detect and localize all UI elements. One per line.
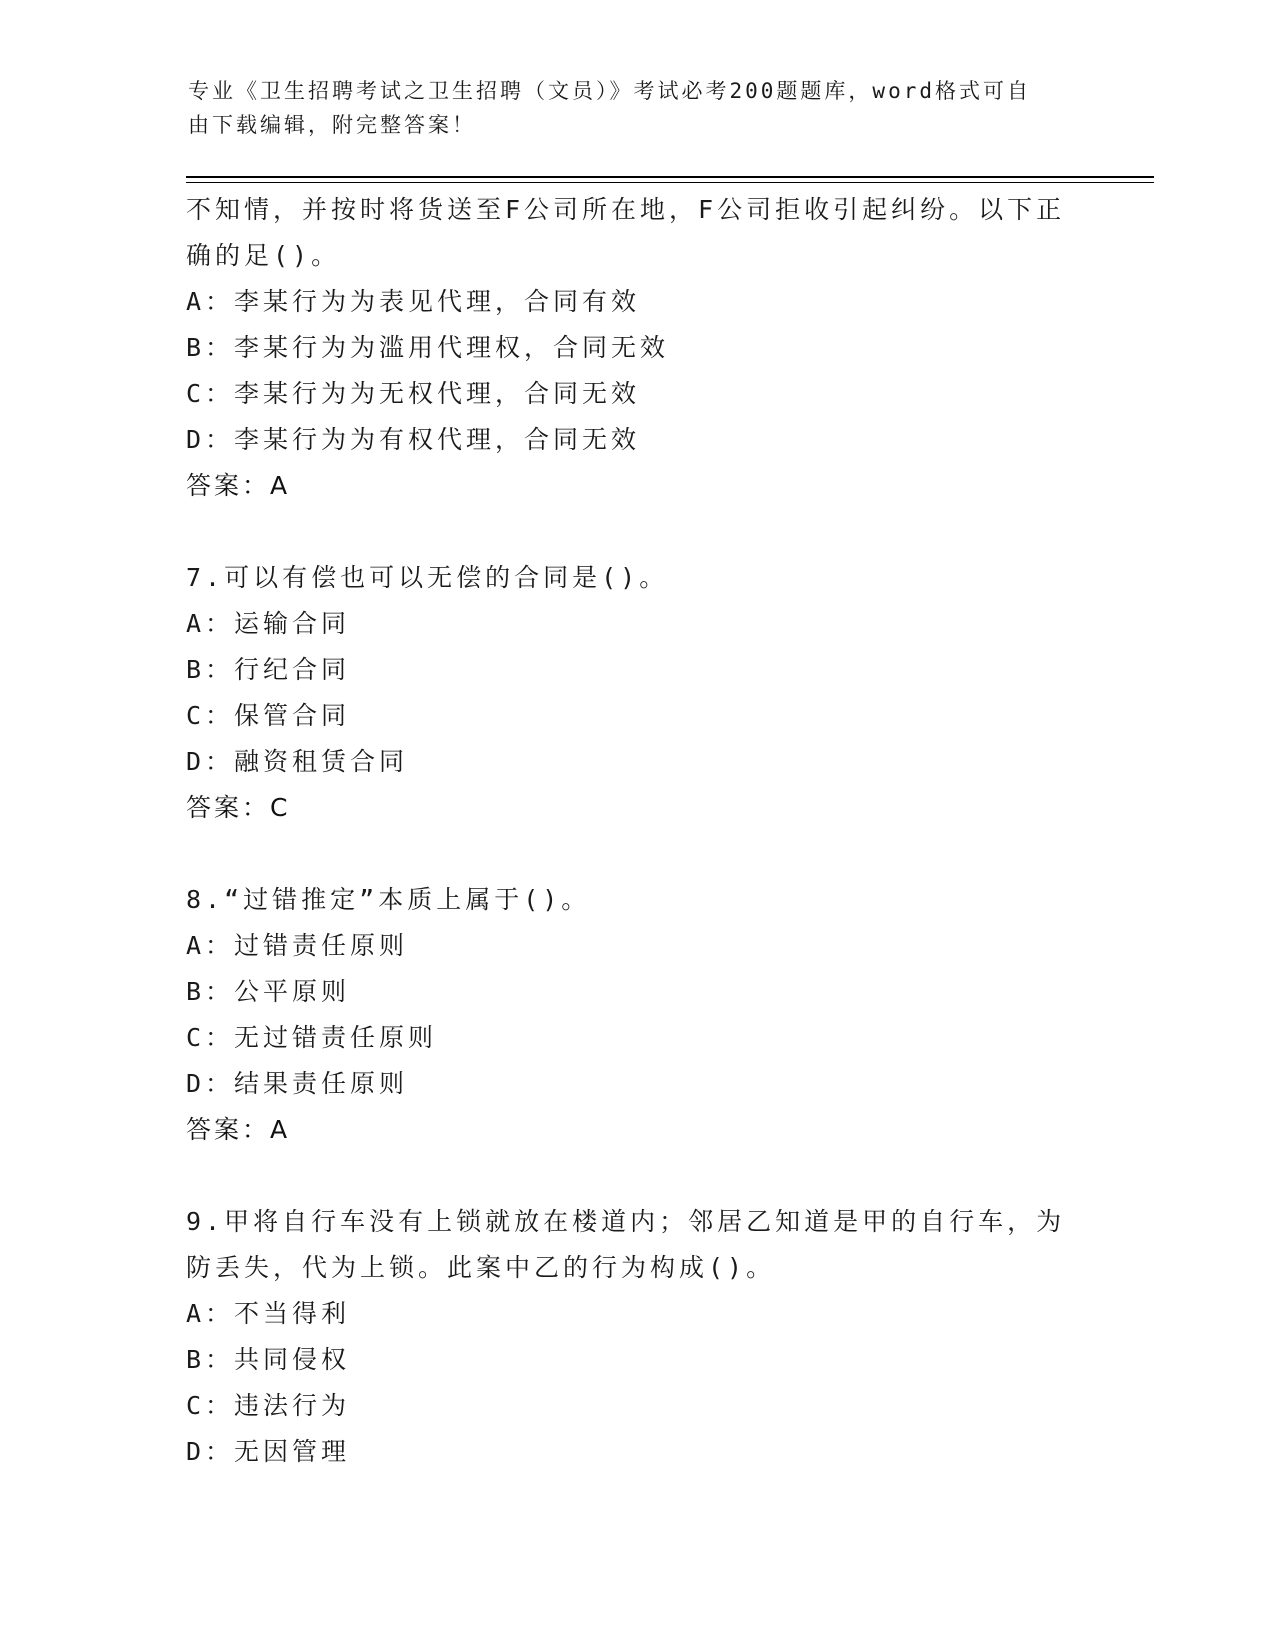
option-d: D：无因管理 — [186, 1437, 351, 1466]
question-9 — [186, 1199, 1086, 1475]
question-8 — [186, 877, 1086, 1153]
answer-line: 答案：A — [186, 471, 291, 500]
question-stem: 7.可以有偿也可以无偿的合同是()。 — [186, 563, 669, 592]
spacer — [186, 509, 1086, 555]
option-b: B：行纪合同 — [186, 655, 351, 684]
option-b: B：公平原则 — [186, 977, 351, 1006]
question-stem: 防丢失，代为上锁。此案中乙的行为构成()。 — [186, 1253, 776, 1282]
option-d: D：融资租赁合同 — [186, 747, 409, 776]
question-7 — [186, 555, 1086, 831]
option-b: B：共同侵权 — [186, 1345, 351, 1374]
question-stem: 9.甲将自行车没有上锁就放在楼道内；邻居乙知道是甲的自行车，为 — [186, 1207, 1066, 1236]
option-b: B：李某行为为滥用代理权，合同无效 — [186, 333, 670, 362]
question-6-continued — [186, 187, 1086, 509]
answer-line: 答案：C — [186, 793, 291, 822]
option-c: C：无过错责任原则 — [186, 1023, 438, 1052]
question-content — [186, 187, 1086, 1475]
question-stem: 确的足()。 — [186, 241, 341, 270]
answer-line: 答案：A — [186, 1115, 291, 1144]
question-stem: 不知情，并按时将货送至F公司所在地，F公司拒收引起纠纷。以下正 — [186, 195, 1066, 224]
document-header — [188, 74, 1088, 142]
option-c: C：李某行为为无权代理，合同无效 — [186, 379, 641, 408]
header-rule-thick — [186, 176, 1154, 178]
option-a: A：运输合同 — [186, 609, 351, 638]
header-title-line1: 专业《卫生招聘考试之卫生招聘（文员）》考试必考200题题库，word格式可自 — [188, 79, 1031, 103]
option-d: D：结果责任原则 — [186, 1069, 409, 1098]
option-a: A：不当得利 — [186, 1299, 351, 1328]
option-d: D：李某行为为有权代理，合同无效 — [186, 425, 641, 454]
option-a: A：李某行为为表见代理，合同有效 — [186, 287, 641, 316]
header-rule-thin — [186, 182, 1154, 183]
option-a: A：过错责任原则 — [186, 931, 409, 960]
option-c: C：违法行为 — [186, 1391, 351, 1420]
question-stem: 8.“过错推定”本质上属于()。 — [186, 885, 591, 914]
spacer — [186, 831, 1086, 877]
spacer — [186, 1153, 1086, 1199]
header-title-line2: 由下载编辑，附完整答案！ — [188, 113, 476, 137]
option-c: C：保管合同 — [186, 701, 351, 730]
